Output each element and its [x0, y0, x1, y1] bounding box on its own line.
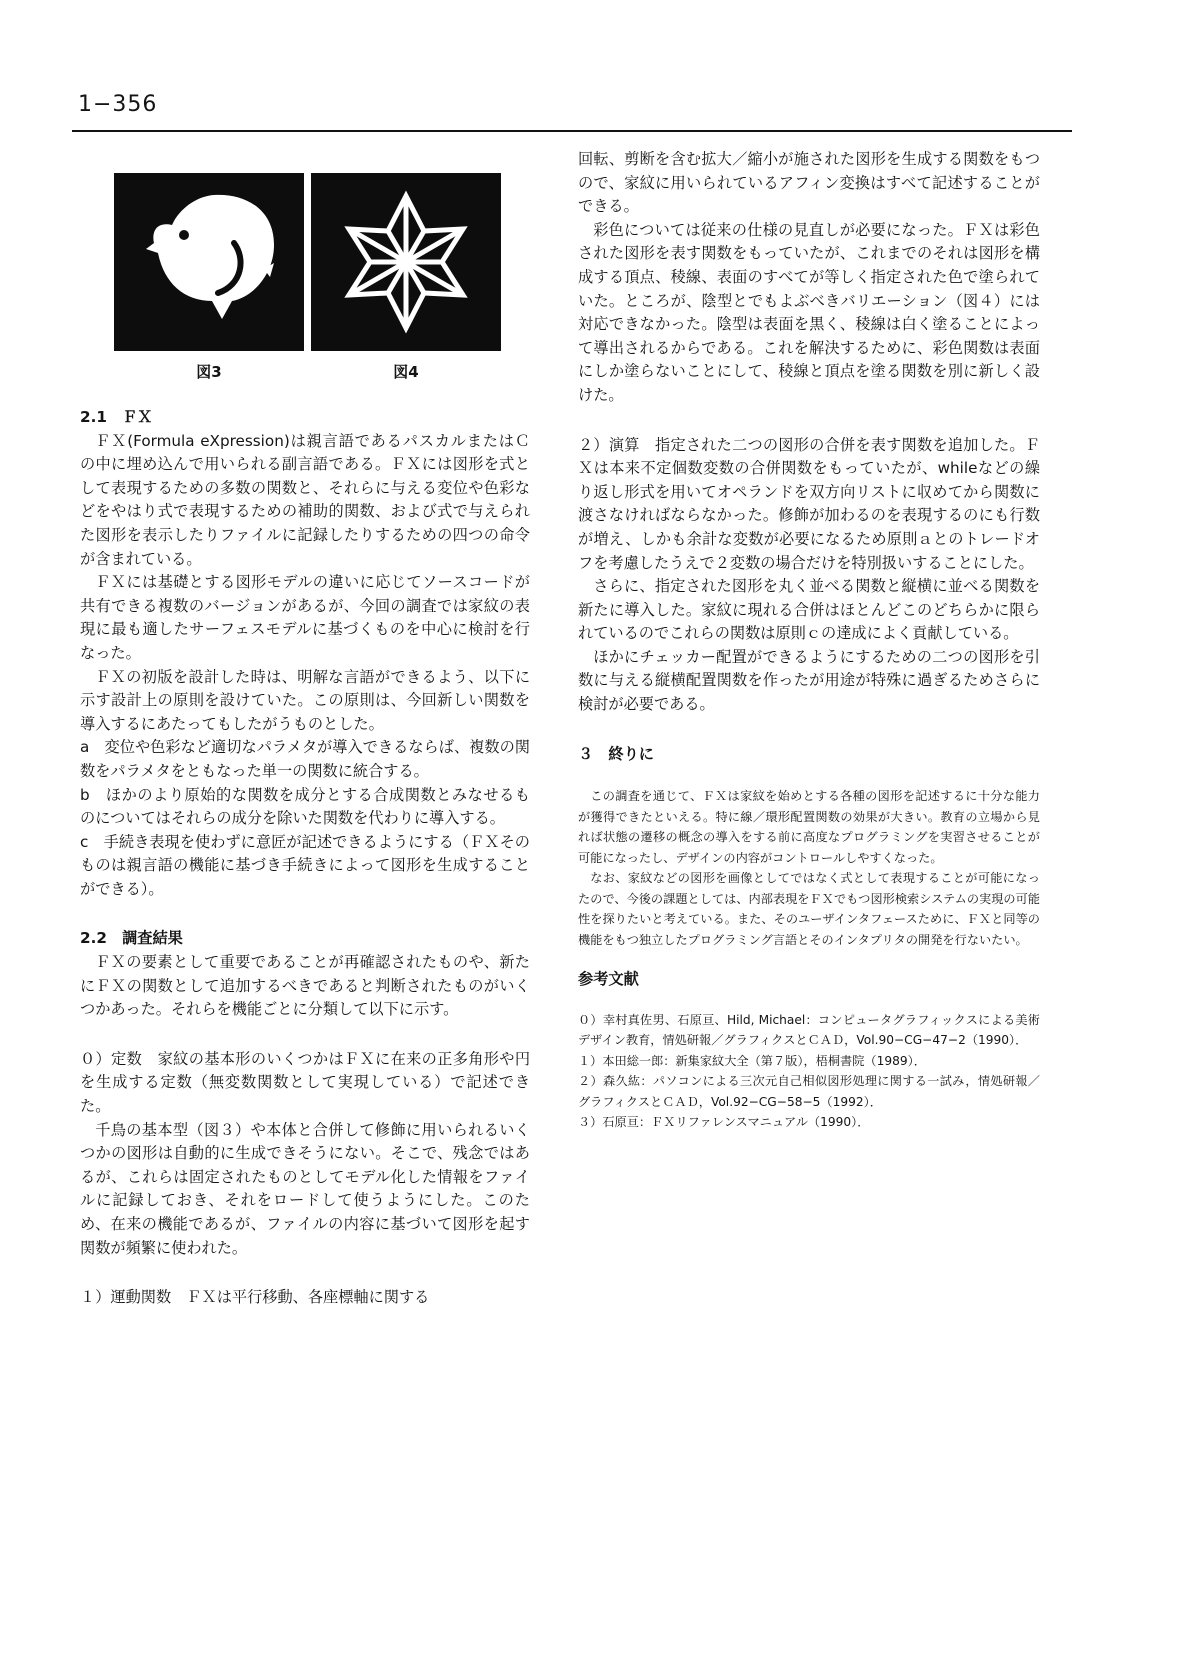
- figure-4: [311, 173, 501, 381]
- reference-item: １）本田総一郎：新集家紋大全（第７版），梧桐書院（1989）．: [578, 1053, 926, 1068]
- section-2-2-title: 2.2 調査結果: [80, 929, 183, 948]
- page-number: 1−356: [78, 92, 158, 117]
- principle-b: b ほかのより原始的な関数を成分とする合成関数とみなせるものについてはそれらの成分を除いた関数を代わりに導入する。: [80, 785, 530, 828]
- bird-chidori-icon: [114, 173, 304, 351]
- header-rule: [72, 130, 1072, 132]
- item-2-paragraph: ほかにチェッカー配置ができるようにするための二つの図形を引数に与える縦横配置関数を作ったが用途が特殊に過ぎるためさらに検討が必要である。: [578, 647, 1040, 714]
- item-1-paragraph: １）運動関数 ＦＸは平行移動、各座標軸に関する: [80, 1288, 430, 1307]
- references-title: 参考文献: [578, 970, 639, 989]
- section-3-title: ３ 終りに: [578, 744, 654, 763]
- section-2-2-paragraph: ＦＸの要素として重要であることが再確認されたものや、新たにＦＸの関数として追加するべきであると判断されたものがいくつかあった。それらを機能ごとに分類して以下に示す。: [80, 953, 530, 1019]
- section-2-1-paragraph: ＦＸの初版を設計した時は、明解な言語ができるよう、以下に示す設計上の原則を設けていた。この原則は、今回新しい関数を導入するにあたってもしたがうものとした。: [80, 667, 530, 733]
- item-0-paragraph: 千鳥の基本型（図３）や本体と合併して修飾に用いられるいくつかの図形は自動的に生成できそうにない。そこで、残念ではあるが、これらは固定されたものとしてモデル化した情報をファイルに記録しておき、それをロードして使うようにした。このため、在来の機能であるが、ファイルの内容に基づいて図形を起す関数が頻繁に使われた。: [80, 1120, 530, 1257]
- item-2-paragraph: さらに、指定された図形を丸く並べる関数と縦横に並べる関数を新たに導入した。家紋に現れる合併はほとんどこのどちらかに限られているのでこれらの関数は原則ｃの達成によく貢献している。: [578, 577, 1040, 643]
- hemp-star-icon: [311, 173, 501, 351]
- item-2-paragraph: ２）演算 指定された二つの図形の合併を表す関数を追加した。ＦＸは本来不定個数変数の合併関数をもっていたが、whileなどの繰り返し形式を用いてオペランドを双方向リストに収めてから関数に渡さなければならなかった。修飾が加わるのを表現するのにも行数が増え、しかも余計な変数が必要になるため原則ａとのトレードオフを考慮したうえで２変数の場合だけを特別扱いすることにした。: [578, 435, 1040, 572]
- coloring-paragraph: 彩色については従来の仕様の見直しが必要になった。ＦＸは彩色された図形を表す関数をもっていたが、これまでのそれは図形を構成する頂点、稜線、表面のすべてが等しく指定された色で塗られていた。ところが、陰型とでもよぶべきバリエーション（図４）には対応できなかった。陰型は表面を黒く、稜線は白く塗ることによって導出されるからである。これを解決するために、彩色関数は表面にしか塗らないことにして、稜線と頂点を塗る関数を別に新しく設けた。: [578, 220, 1040, 404]
- principle-c: c 手続き表現を使わずに意匠が記述できるようにする（ＦＸそのものは親言語の機能に基づき手続きによって図形を生成することができる）。: [80, 832, 530, 898]
- figure-4-caption: 図4: [393, 363, 419, 381]
- figure-area: [114, 173, 514, 383]
- section-2-1-title: 2.1 ＦＸ: [80, 408, 153, 426]
- reference-item: ０）幸村真佐男、石原亘、Hild, Michael：コンピュータグラフィックスによる美術デザイン教育，情処研報／グラフィクスとＣＡＤ，Vol.90−CG−47−2（1990）．: [578, 1012, 1040, 1048]
- item-0-paragraph: ０）定数 家紋の基本形のいくつかはＦＸに在来の正多角形や円を生成する定数（無変数関数として実現している）で記述できた。: [80, 1049, 530, 1116]
- reference-item: ３）石原亘：ＦＸリファレンスマニュアル（1990）．: [578, 1115, 870, 1130]
- figure-3: [114, 173, 304, 381]
- section-2-1-paragraph: ＦＸ(Formula eXpression)は親言語であるパスカルまたはＣの中に埋め込んで用いられる副言語である。ＦＸには図形を式として表現するための多数の関数と、それらに与える変位や色彩などをやはり式で表現するための補助的関数、および式で与えられた図形を表示したりファイルに記録したりするための四つの命令が含まれている。: [80, 431, 530, 568]
- right-column: [578, 148, 1040, 1133]
- item-1-continuation: 回転、剪断を含む拡大／縮小が施された図形を生成する関数をもつので、家紋に用いられているアフィン変換はすべて記述することができる。: [578, 150, 1040, 216]
- figure-3-caption: 図3: [196, 363, 222, 381]
- conclusion-paragraph: なお、家紋などの図形を画像としてではなく式として表現することが可能になったので、今後の課題としては、内部表現をＦＸでもつ図形検索システムの実現の可能性を探りたいと考えている。また、そのユーザインタフェースために、ＦＸと同等の機能をもつ独立したプログラミング言語とそのインタプリタの開発を行ないたい。: [578, 871, 1040, 947]
- reference-item: ２）森久紘：パソコンによる三次元自己相似図形処理に関する一試み，情処研報／グラフィクスとＣＡＤ，Vol.92−CG−58−5（1992）．: [578, 1074, 1040, 1109]
- principle-a: a 変位や色彩など適切なパラメタが導入できるならば、複数の関数をパラメタをともなった単一の関数に統合する。: [80, 738, 530, 780]
- reference-list: [578, 1010, 1040, 1133]
- conclusion-paragraph: この調査を通じて、ＦＸは家紋を始めとする各種の図形を記述するに十分な能力が獲得できたといえる。特に線／環形配置関数の効果が大きい。教育の立場から見れば状態の遷移の概念の導入をする前に高度なプログラミングを実習させることが可能になったし、デザインの内容がコントロールしやすくなった。: [578, 789, 1040, 865]
- section-2-1-paragraph: ＦＸには基礎とする図形モデルの違いに応じてソースコードが共有できる複数のバージョンがあるが、今回の調査では家紋の表現に最も適したサーフェスモデルに基づくものを中心に検討を行なった。: [80, 573, 530, 662]
- left-column: [80, 406, 530, 1310]
